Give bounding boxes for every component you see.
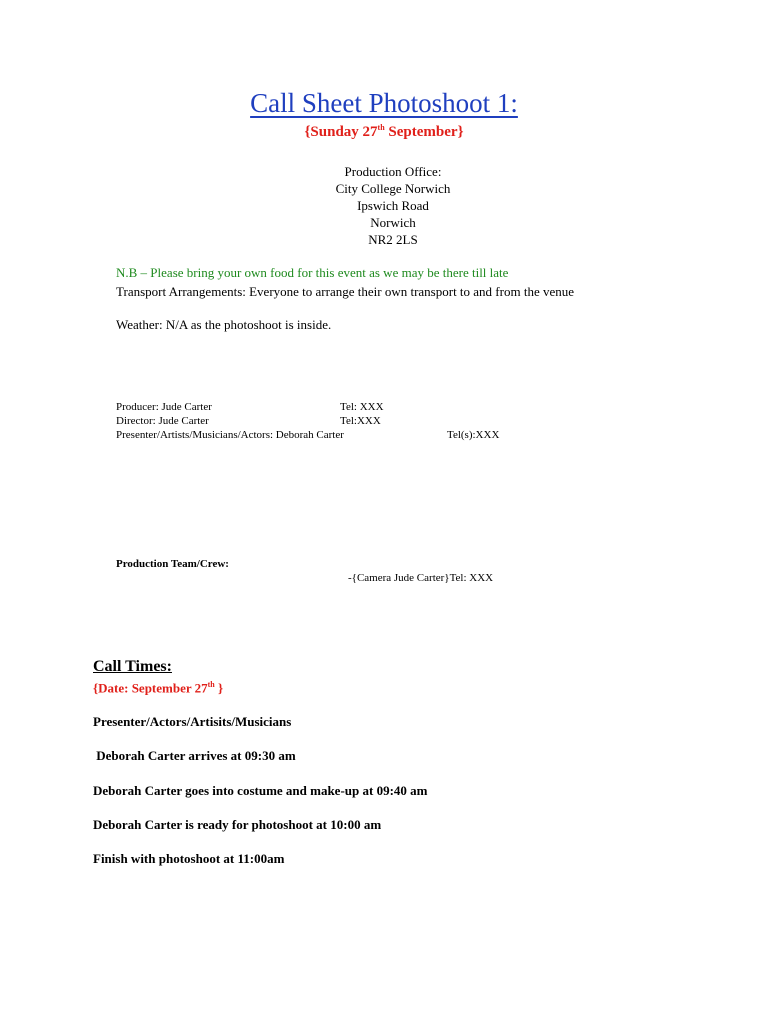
call-date-sup: th	[207, 680, 215, 689]
office-line-city: Norwich	[370, 215, 416, 230]
document-title: Call Sheet Photoshoot 1:	[250, 88, 518, 118]
transport-arrangements: Transport Arrangements: Everyone to arrange their own transport to and from the venue	[116, 284, 575, 299]
production-office	[0, 163, 768, 248]
schedule-item-finish: Finish with photoshoot at 11:00am	[93, 851, 285, 866]
crew-label: Production Team/Crew:	[116, 558, 229, 570]
presenter-tel: Tel(s):XXX	[447, 429, 500, 441]
shoot-date	[0, 123, 768, 141]
presenter-name: Presenter/Artists/Musicians/Actors: Deborah Carter	[116, 429, 344, 441]
weather-note: Weather: N/A as the photoshoot is inside.	[116, 317, 332, 332]
crew-camera-entry: -{Camera Jude Carter}Tel: XXX	[348, 572, 494, 584]
food-note: N.B – Please bring your own food for this event as we may be there till late	[116, 265, 509, 280]
call-times-date	[93, 680, 223, 696]
director-name: Director: Jude Carter	[116, 415, 209, 427]
office-line-postcode: NR2 2LS	[368, 232, 418, 247]
call-date-prefix: {Date: September 27	[93, 680, 208, 696]
office-line-college: City College Norwich	[335, 181, 451, 196]
call-date-suffix: }	[214, 680, 224, 696]
schedule-item-costume: Deborah Carter goes into costume and make-up at 09:40 am	[93, 783, 428, 798]
schedule-item-ready: Deborah Carter is ready for photoshoot at 10:00 am	[93, 817, 382, 832]
producer-tel: Tel: XXX	[340, 401, 384, 413]
office-line-road: Ipswich Road	[357, 198, 429, 213]
shoot-date-prefix: {Sunday 27	[304, 124, 378, 140]
schedule-item-arrival: Deborah Carter arrives at 09:30 am	[93, 748, 296, 763]
call-times-heading: Call Times:	[93, 658, 172, 675]
production-office-label: Production Office:	[344, 164, 442, 179]
director-tel: Tel:XXX	[340, 415, 381, 427]
shoot-date-suffix: September}	[384, 124, 464, 140]
producer-name: Producer: Jude Carter	[116, 401, 212, 413]
talent-group-label: Presenter/Actors/Artisits/Musicians	[93, 714, 292, 729]
shoot-date-sup: th	[377, 123, 385, 132]
